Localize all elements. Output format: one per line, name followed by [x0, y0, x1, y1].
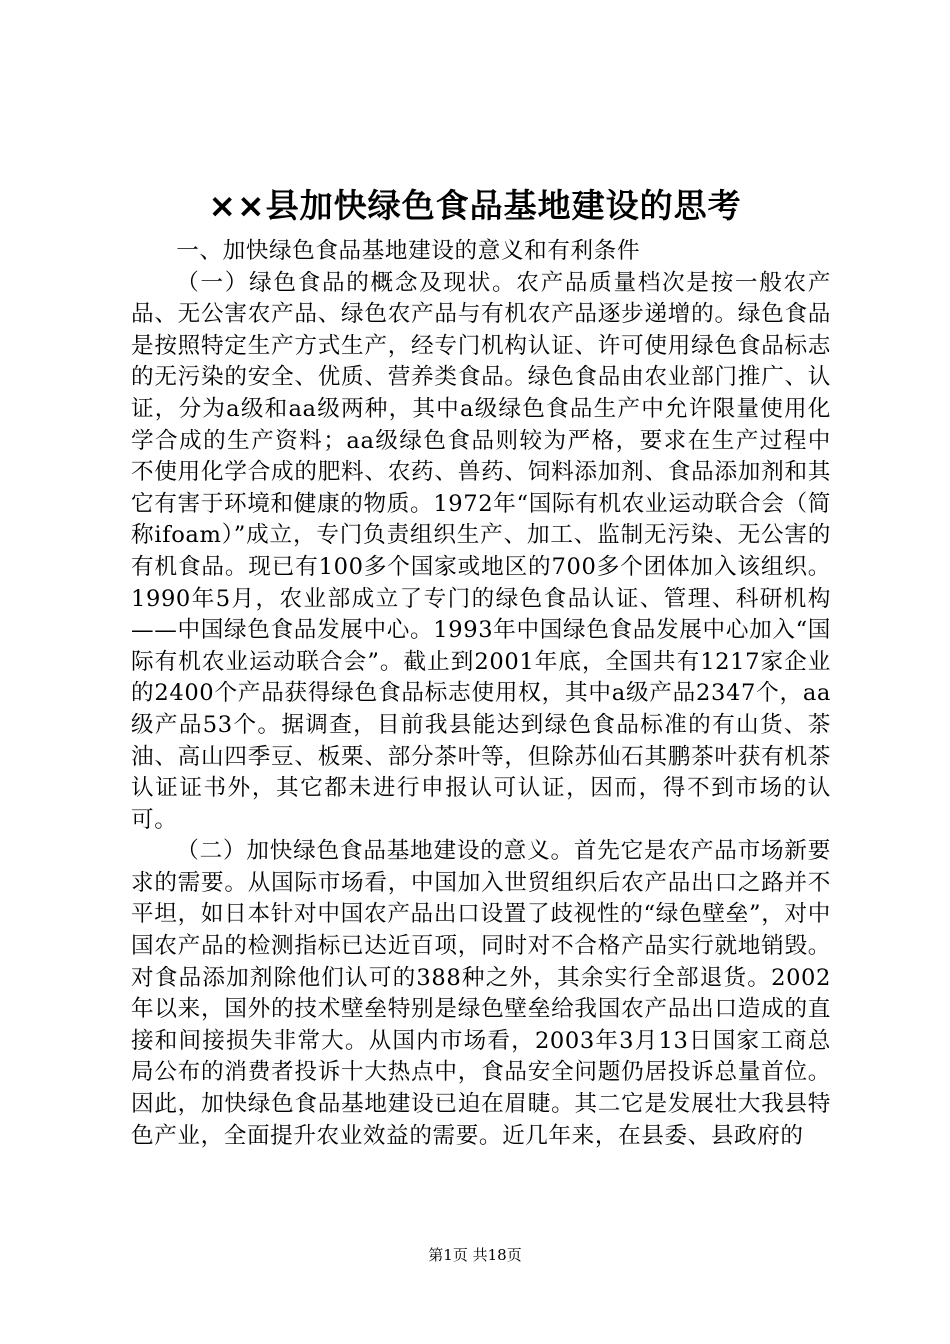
paragraph-significance: （二）加快绿色食品基地建设的意义。首先它是农产品市场新要求的需要。从国际市场看，中国加入世贸组织后农产品出口之路并不平坦，如日本针对中国农产品出口设置了歧视性的“绿色壁垒”，对中国农产品的检测指标已达近百项，同时对不合格产品实行就地销毁。对食品添加剂除他们认可的388种之外，其余实行全部退货。2002年以来，国外的技术壁垒特别是绿色壁垒给我国农产品出口造成的直接和间接损失非常大。从国内市场看，2003年3月13日国家工商总局公布的消费者投诉十大热点中，食品安全问题仍居投诉总量首位。因此，加快绿色食品基地建设已迫在眉睫。其二它是发展壮大我县特色产业，全面提升农业效益的需要。近几年来，在县委、县政府的	[131, 838, 831, 1149]
paragraph-concept: （一）绿色食品的概念及现状。农产品质量档次是按一般农产品、无公害农产品、绿色农产品与有机农产品逐步递增的。绿色食品是按照特定生产方式生产，经专门机构认证、许可使用绿色食品标志的无污染的安全、优质、营养类食品。绿色食品由农业部门推广、认证，分为a级和aa级两种，其中a级绿色食品生产中允许限量使用化学合成的生产资料；aa级绿色食品则较为严格，要求在生产过程中不使用化学合成的肥料、农药、兽药、饲料添加剂、食品添加剂和其它有害于环境和健康的物质。1972年“国际有机农业运动联合会（简称ifoam）”成立，专门负责组织生产、加工、监制无污染、无公害的有机食品。现已有100多个国家或地区的700多个团体加入该组织。1990年5月，农业部成立了专门的绿色食品认证、管理、科研机构——中国绿色食品发展中心。1993年中国绿色食品发展中心加入“国际有机农业运动联合会”。截止到2001年底，全国共有1217家企业的2400个产品获得绿色食品标志使用权，其中a级产品2347个，aa级产品53个。据调查，目前我县能达到绿色食品标准的有山货、茶油、高山四季豆、板栗、部分茶叶等，但除苏仙石其鹏茶叶获有机茶认证证书外，其它都未进行申报认可认证，因而，得不到市场的认可。	[131, 269, 831, 833]
section-heading: 一、加快绿色食品基地建设的意义和有利条件	[176, 238, 641, 264]
document-title: ××县加快绿色食品基地建设的思考	[208, 186, 742, 225]
document-body	[131, 236, 831, 1152]
page-number-footer: 第1页 共18页	[428, 1246, 522, 1264]
